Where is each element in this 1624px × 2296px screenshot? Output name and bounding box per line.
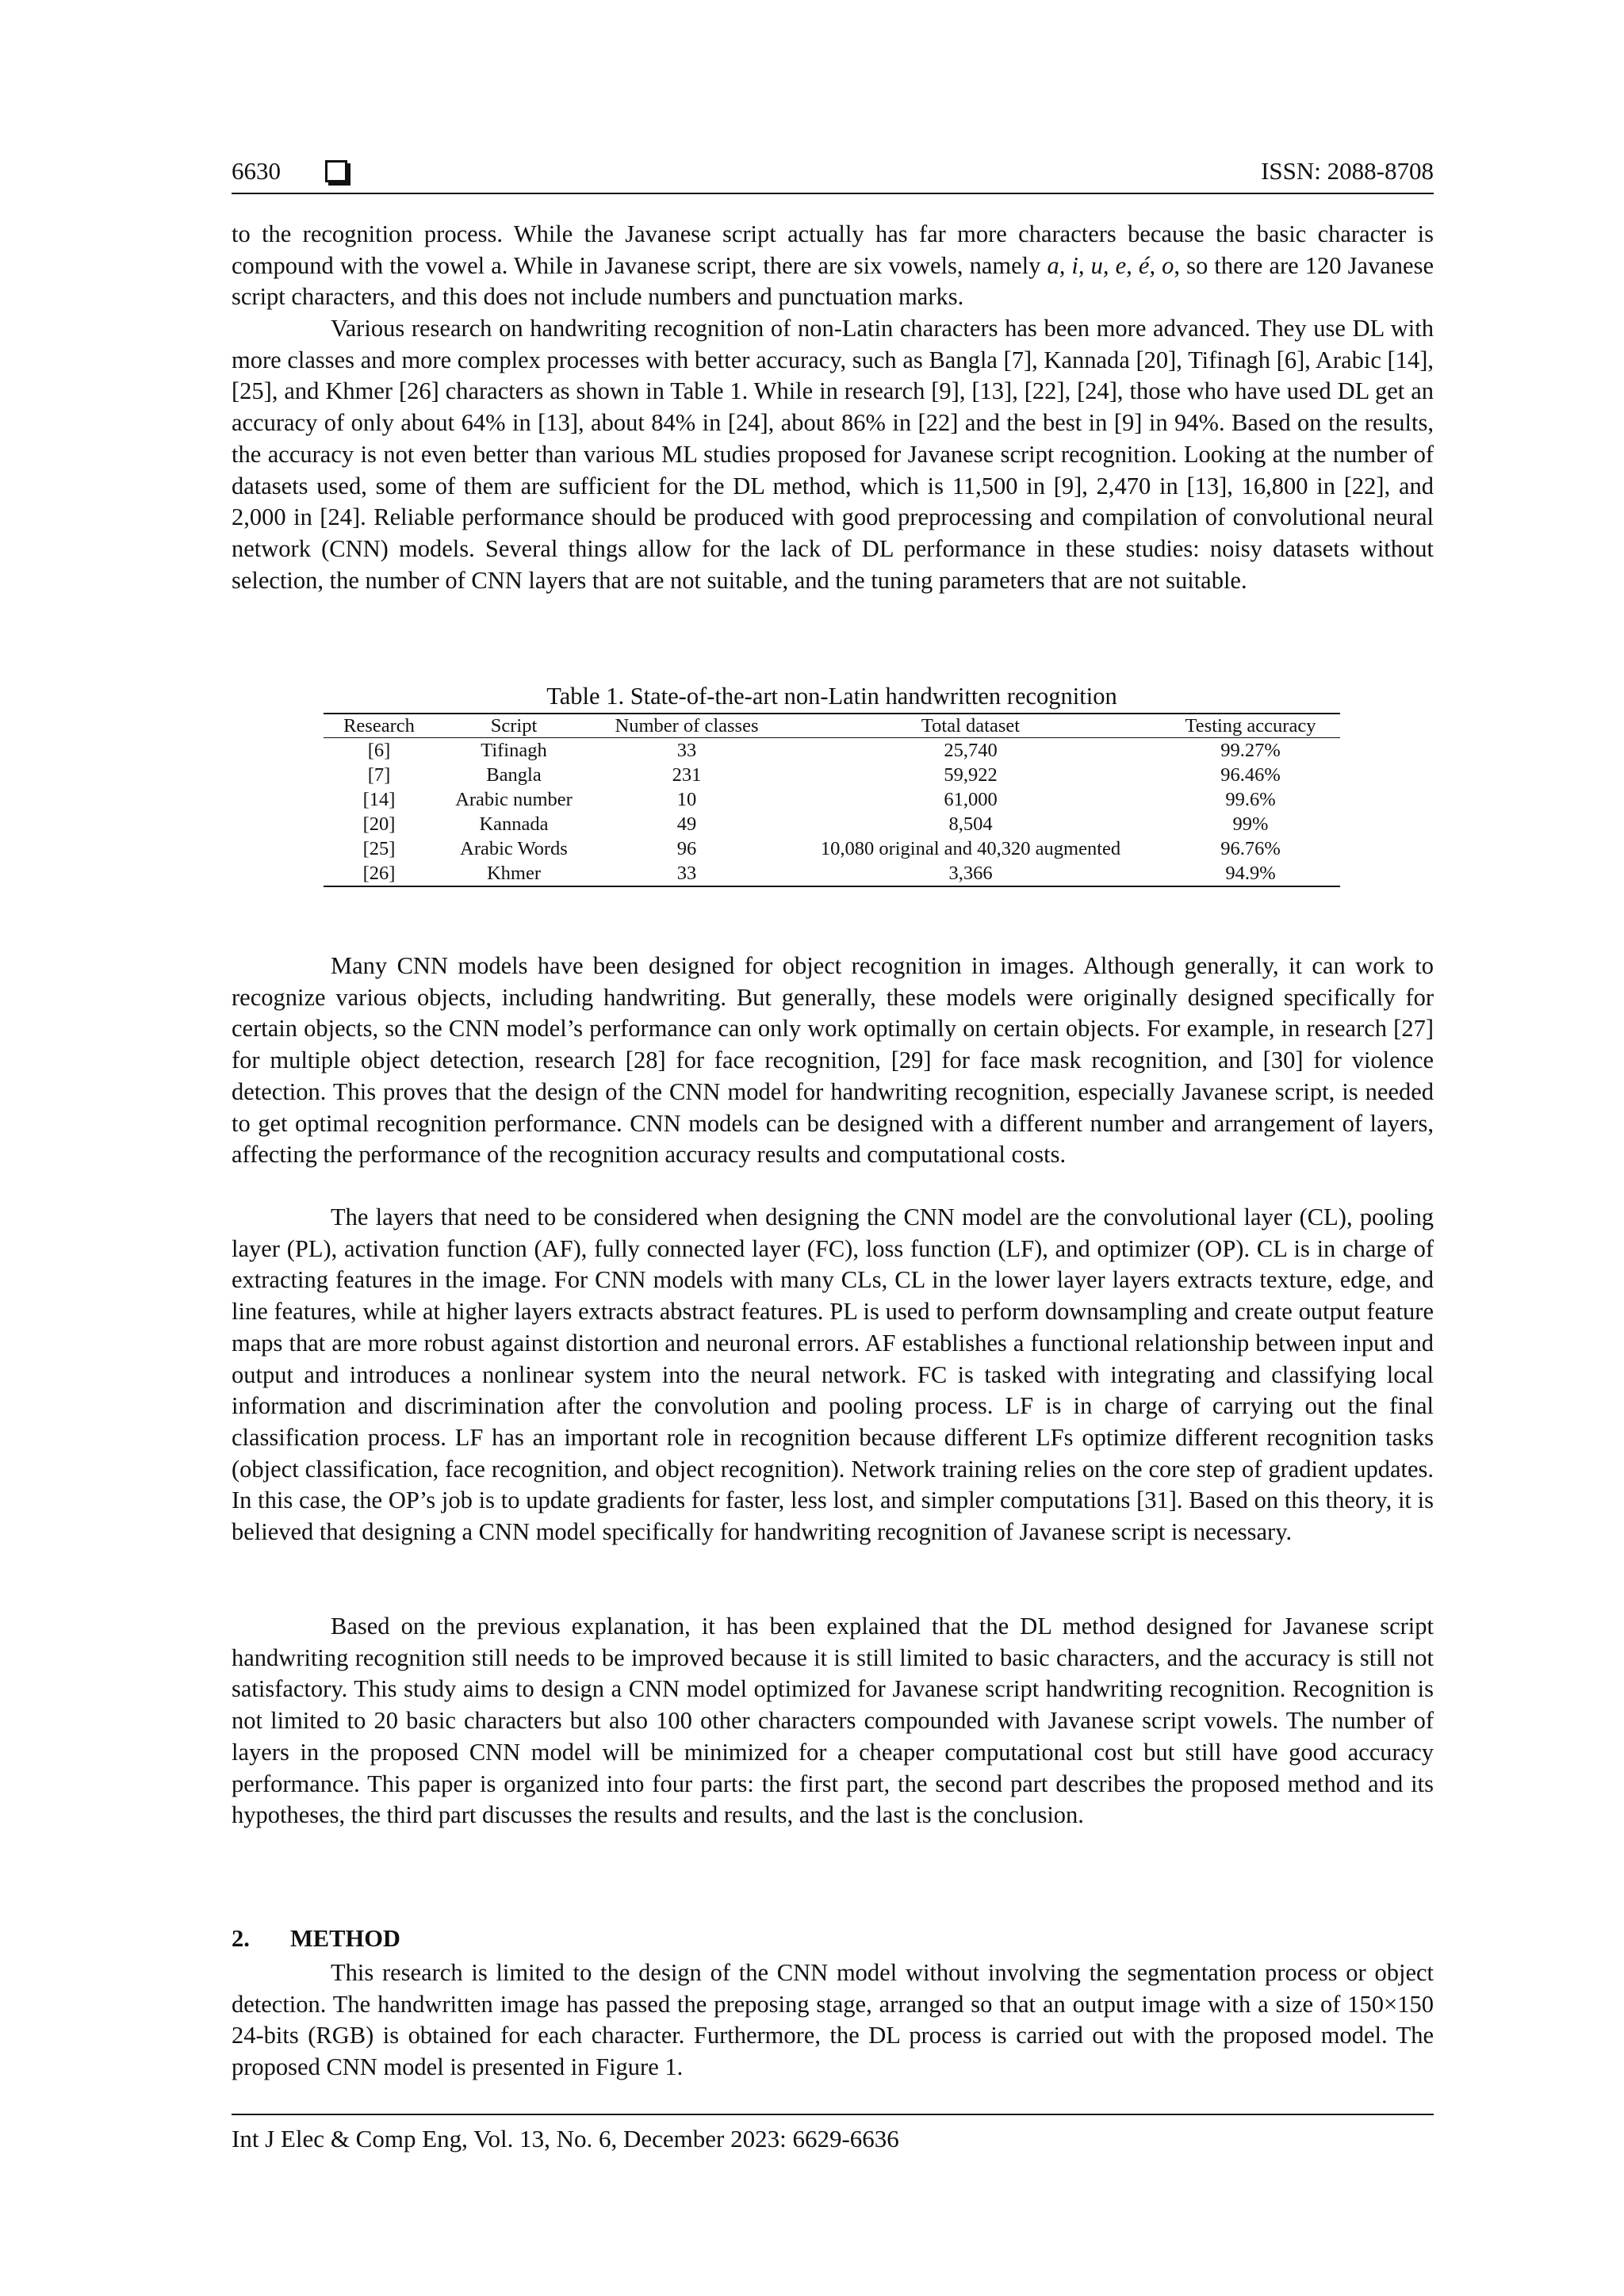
- table-cell: 94.9%: [1161, 861, 1340, 886]
- table-row: [324, 812, 1340, 836]
- table-cell: 61,000: [944, 789, 998, 810]
- page-number: 6630: [232, 157, 281, 185]
- table-cell: Tifinagh: [481, 740, 547, 761]
- table-header-row: [324, 714, 1340, 738]
- paragraph-1: [232, 219, 1434, 313]
- table-cell: 33: [676, 740, 697, 761]
- table-cell: 3,366: [780, 861, 1161, 886]
- journal-citation: Int J Elec & Comp Eng, Vol. 13, No. 6, December 2023: 6629-6636: [232, 2125, 899, 2152]
- table-cell: 49: [676, 813, 697, 835]
- table-row: [324, 738, 1340, 763]
- results-table: [324, 713, 1340, 887]
- table-cell: [14]: [362, 789, 396, 810]
- table-cell: [6]: [367, 740, 391, 761]
- table-cell: 99.27%: [1220, 740, 1281, 761]
- vowel-list: a, i, u, e, é, o: [1047, 251, 1174, 279]
- section-heading: [232, 1925, 400, 1953]
- paragraph-2: Various research on handwriting recognition of non-Latin characters has been more advanced. They use DL with more classes and more complex processes with better accuracy, such as Bangla [7], Kannada [20], Tifinagh [6], Arabic [14], [25], and Khmer [26] characters as shown in Table 1. While in research [9], [13], [22], [24], those who have used DL get an accuracy of only about 64% in [13], about 84% in [24], about 86% in [22] and the best in [9] in 94%. Based on the results, the accuracy is not even better than various ML studies proposed for Javanese script recognition. Looking at the number of datasets used, some of them are sufficient for the DL method, which is 11,500 in [9], 2,470 in [13], 16,800 in [22], and 2,000 in [24]. Reliable performance should be produced with good preprocessing and compilation of convolutional neural network (CNN) models. Several things allow for the lack of DL performance in these studies: noisy datasets without selection, the number of CNN layers that are not suitable, and the tuning parameters that are not suitable.: [232, 315, 1434, 594]
- table-cell: [20]: [362, 813, 396, 835]
- issn-label: ISSN: 2088-8708: [1261, 157, 1434, 185]
- table-cell: 96.46%: [1220, 764, 1281, 786]
- footer-rule: [232, 2114, 1434, 2115]
- paragraph-1-text-a: to the recognition process. While the Javanese script actually has far more characters because the basic character is compound with the vowel a. While in Javanese script, there are six vowels, namely: [232, 220, 1434, 279]
- table-cell: Khmer: [435, 861, 593, 886]
- table-cell: Arabic Words: [460, 838, 568, 859]
- table-cell: 33: [593, 861, 780, 886]
- paragraph-1-text-b: , so there are 120 Javanese script characters, and this does not include numbers and punctuation marks.: [232, 251, 1434, 311]
- table-cell: [26]: [324, 861, 435, 886]
- table-cell: 8,504: [948, 813, 993, 835]
- checkbox-square-icon: [325, 160, 347, 182]
- column-header: Total dataset: [780, 714, 1161, 738]
- page-header: [232, 152, 1434, 197]
- table-cell: [25]: [362, 838, 396, 859]
- header-rule: [232, 193, 1434, 194]
- column-header: Testing accuracy: [1161, 714, 1340, 738]
- table-cell: 231: [672, 764, 702, 786]
- table-cell: 96.76%: [1220, 838, 1281, 859]
- table-row: [324, 763, 1340, 787]
- column-header: Research: [324, 714, 435, 738]
- table-cell: Bangla: [486, 764, 542, 786]
- paragraph-3: Many CNN models have been designed for object recognition in images. Although generally, it can work to recognize various objects, including handwriting. But generally, these models were originally designed specifically for certain objects, so the CNN model’s performance can only work optimally on certain objects. For example, in research [27] for multiple object detection, research [28] for face recognition, [29] for face mask recognition, and [30] for violence detection. This proves that the design of the CNN model for handwriting recognition, especially Javanese script, is needed to get optimal recognition performance. CNN models can be designed with a different number and arrangement of layers, affecting the performance of the recognition accuracy results and computational costs.: [232, 952, 1434, 1169]
- paragraph-5: Based on the previous explanation, it has been explained that the DL method designed for Javanese script handwriting recognition still needs to be improved because it is still limited to basic characters, and the accuracy is still not satisfactory. This study aims to design a CNN model optimized for Javanese script handwriting recognition. Recognition is not limited to 20 basic characters but also 100 other characters compounded with Javanese script vowels. The number of layers in the proposed CNN model will be minimized for a cheaper computational cost but still have good accuracy performance. This paper is organized into four parts: the first part, the second part describes the proposed method and its hypotheses, the third part discusses the results and results, and the last is the conclusion.: [232, 1613, 1434, 1829]
- section-title: METHOD: [290, 1925, 400, 1952]
- column-header: Number of classes: [593, 714, 780, 738]
- paragraph-6: This research is limited to the design of the CNN model without involving the segmentation process or object detection. The handwritten image has passed the preposing stage, arranged so that an output image with a size of 150×150 24-bits (RGB) is obtained for each character. Furthermore, the DL process is carried out with the proposed model. The proposed CNN model is presented in Figure 1.: [232, 1959, 1434, 2081]
- paragraph-4: The layers that need to be considered when designing the CNN model are the convolutional layer (CL), pooling layer (PL), activation function (AF), fully connected layer (FC), loss function (LF), and optimizer (OP). CL is in charge of extracting features in the image. For CNN models with many CLs, CL in the lower layer layers extracts texture, edge, and line features, while at higher layers extracts abstract features. PL is used to perform downsampling and create output feature maps that are more robust against distortion and neuronal errors. AF establishes a functional relationship between input and output and introduces a nonlinear system into the neural network. FC is tasked with integrating and classifying local information and discrimination after the convolution and pooling process. LF is in charge of carrying out the final classification process. LF has an important role in recognition because different LFs optimize different recognition tasks (object classification, face recognition, and object recognition). Network training relies on the core step of gradient updates. In this case, the OP’s job is to update gradients for faster, less lost, and simpler computations [31]. Based on this theory, it is believed that designing a CNN model specifically for handwriting recognition of Javanese script is necessary.: [232, 1203, 1434, 1546]
- table-row: [324, 836, 1340, 861]
- table-row: [324, 787, 1340, 812]
- table-cell: 59,922: [944, 764, 998, 786]
- table-cell: Arabic number: [455, 789, 573, 810]
- table-cell: 25,740: [944, 740, 998, 761]
- table-cell: 10: [676, 789, 697, 810]
- table-cell: Kannada: [479, 813, 549, 835]
- table-cell: 10,080 original and 40,320 augmented: [820, 838, 1121, 859]
- table-cell: 96: [676, 838, 697, 859]
- table-caption: Table 1. State-of-the-art non-Latin handwritten recognition: [546, 683, 1117, 710]
- table-cell: 99.6%: [1225, 789, 1276, 810]
- table-cell: 99%: [1232, 813, 1269, 835]
- table-row: [324, 861, 1340, 886]
- table-cell: [7]: [367, 764, 391, 786]
- column-header: Script: [435, 714, 593, 738]
- section-number: 2.: [232, 1925, 250, 1952]
